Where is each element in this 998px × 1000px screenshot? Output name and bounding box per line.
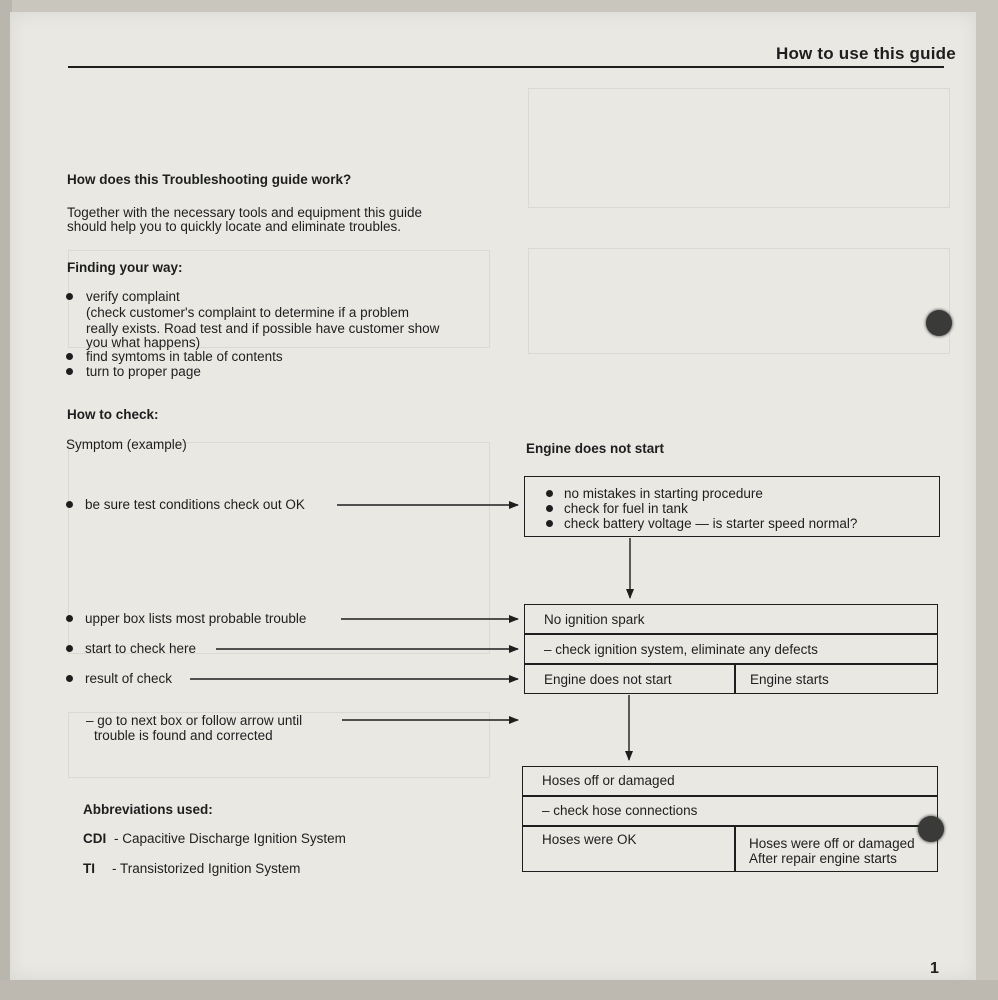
finding-item: verify complaint <box>86 289 180 304</box>
intro-body-line: Together with the necessary tools and equipment this guide <box>67 205 422 220</box>
symptom-example: Engine does not start <box>526 441 665 456</box>
finding-item-detail: you what happens) <box>86 335 201 350</box>
callout-text: be sure test conditions check out OK <box>85 497 305 512</box>
punch-hole <box>926 310 952 336</box>
callout-text: result of check <box>85 671 173 686</box>
condition-item: check battery voltage — is starter speed normal? <box>564 516 858 531</box>
action-cell: – check hose connections <box>542 803 698 818</box>
result-cell: Hoses were OK <box>542 832 637 847</box>
condition-item: no mistakes in starting procedure <box>564 486 763 501</box>
condition-item: check for fuel in tank <box>564 501 688 516</box>
trouble-cell: No ignition spark <box>544 612 645 627</box>
abbreviation-text: - Capacitive Discharge Ignition System <box>114 831 346 846</box>
result-cell: Hoses were off or damaged <box>749 836 915 851</box>
abbreviations-heading: Abbreviations used: <box>83 802 213 817</box>
intro-heading: How does this Troubleshooting guide work? <box>67 172 352 187</box>
result-cell: After repair engine starts <box>749 851 897 866</box>
action-cell: – check ignition system, eliminate any defects <box>544 642 818 657</box>
symptom-label: Symptom (example) <box>66 437 187 452</box>
callout-text: upper box lists most probable trouble <box>85 611 307 626</box>
callout-text: trouble is found and corrected <box>94 728 273 743</box>
abbreviation-text: - Transistorized Ignition System <box>112 861 301 876</box>
page-title: How to use this guide <box>776 44 956 63</box>
check-heading: How to check: <box>67 407 159 422</box>
page-number: 1 <box>930 960 939 977</box>
callout-text: start to check here <box>85 641 197 656</box>
result-cell: Engine starts <box>750 672 829 687</box>
intro-body-line: should help you to quickly locate and eliminate troubles. <box>67 219 401 234</box>
callout-text: – go to next box or follow arrow until <box>86 713 303 728</box>
abbreviation-code: TI <box>83 861 95 876</box>
trouble-cell: Hoses off or damaged <box>542 773 675 788</box>
finding-item: turn to proper page <box>86 364 201 379</box>
finding-item: find symtoms in table of contents <box>86 349 283 364</box>
finding-item-detail: really exists. Road test and if possible have customer show <box>86 321 440 336</box>
result-cell: Engine does not start <box>544 672 672 687</box>
finding-heading: Finding your way: <box>67 260 183 275</box>
abbreviation-code: CDI <box>83 831 107 846</box>
punch-hole <box>918 816 944 842</box>
finding-item-detail: (check customer's complaint to determine if a problem <box>86 305 409 320</box>
